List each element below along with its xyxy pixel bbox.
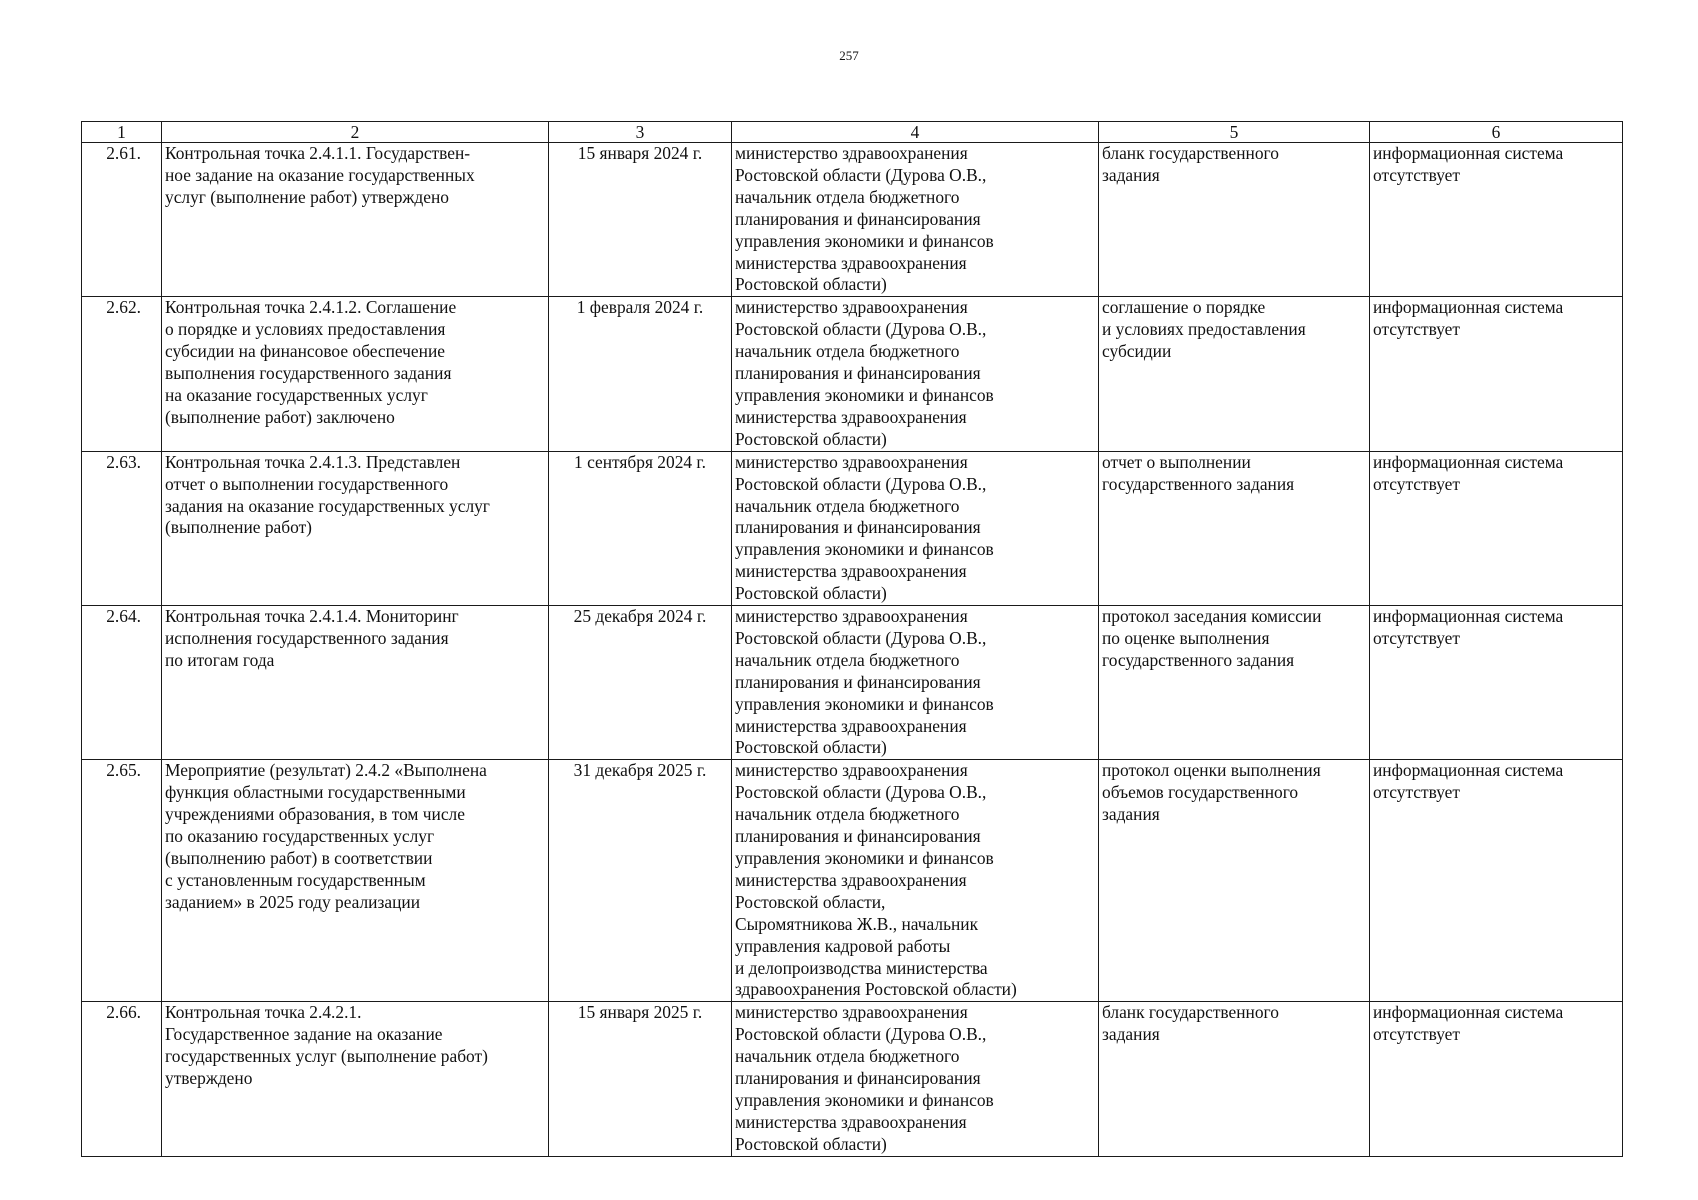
row-date: 25 декабря 2024 г. — [549, 606, 732, 760]
table-row — [82, 1002, 1623, 1156]
column-header-1: 1 — [82, 122, 162, 143]
row-date: 1 февраля 2024 г. — [549, 297, 732, 451]
table-header-row — [82, 122, 1623, 143]
column-header-2: 2 — [162, 122, 549, 143]
row-document: протокол заседания комиссии по оценке выполнения государственного задания — [1099, 606, 1370, 760]
row-name: Контрольная точка 2.4.2.1. Государственное задание на оказание государственных услуг (выполнение работ) утверждено — [162, 1002, 549, 1156]
control-points-table — [81, 121, 1623, 1157]
table-row — [82, 760, 1623, 1002]
row-name: Контрольная точка 2.4.1.1. Государствен- ное задание на оказание государственных услуг (выполнение работ) утверждено — [162, 143, 549, 297]
row-document: протокол оценки выполнения объемов государственного задания — [1099, 760, 1370, 1002]
row-date: 15 января 2025 г. — [549, 1002, 732, 1156]
row-responsible: министерство здравоохранения Ростовской области (Дурова О.В., начальник отдела бюджетного планирования и финансирования управления экономики и финансов министерства здравоохранения Ростовской области, Сыромятникова Ж.В., начальник управления кадровой работы и делопроизводства министерства здравоохранения Ростовской области) — [732, 760, 1099, 1002]
table-row — [82, 606, 1623, 760]
table-row — [82, 297, 1623, 451]
column-header-4: 4 — [732, 122, 1099, 143]
row-name: Контрольная точка 2.4.1.2. Соглашение о порядке и условиях предоставления субсидии на финансовое обеспечение выполнения государственного задания на оказание государственных услуг (выполнение работ) заключено — [162, 297, 549, 451]
row-date: 1 сентября 2024 г. — [549, 451, 732, 605]
row-date: 31 декабря 2025 г. — [549, 760, 732, 1002]
row-number: 2.64. — [82, 606, 162, 760]
row-name: Мероприятие (результат) 2.4.2 «Выполнена функция областными государственными учреждениями образования, в том числе по оказанию государственных услуг (выполнению работ) в соответствии с установленным государственным заданием» в 2025 году реализации — [162, 760, 549, 1002]
row-number: 2.66. — [82, 1002, 162, 1156]
row-number: 2.62. — [82, 297, 162, 451]
row-responsible: министерство здравоохранения Ростовской области (Дурова О.В., начальник отдела бюджетного планирования и финансирования управления экономики и финансов министерства здравоохранения Ростовской области) — [732, 297, 1099, 451]
row-name: Контрольная точка 2.4.1.4. Мониторинг исполнения государственного задания по итогам года — [162, 606, 549, 760]
row-number: 2.61. — [82, 143, 162, 297]
table-row — [82, 451, 1623, 605]
row-system: информационная система отсутствует — [1370, 297, 1623, 451]
row-system: информационная система отсутствует — [1370, 1002, 1623, 1156]
row-system: информационная система отсутствует — [1370, 143, 1623, 297]
column-header-5: 5 — [1099, 122, 1370, 143]
page-number: 257 — [839, 48, 859, 63]
row-document: бланк государственного задания — [1099, 1002, 1370, 1156]
row-system: информационная система отсутствует — [1370, 451, 1623, 605]
row-responsible: министерство здравоохранения Ростовской области (Дурова О.В., начальник отдела бюджетного планирования и финансирования управления экономики и финансов министерства здравоохранения Ростовской области) — [732, 143, 1099, 297]
row-document: бланк государственного задания — [1099, 143, 1370, 297]
row-responsible: министерство здравоохранения Ростовской области (Дурова О.В., начальник отдела бюджетного планирования и финансирования управления экономики и финансов министерства здравоохранения Ростовской области) — [732, 451, 1099, 605]
row-document: соглашение о порядке и условиях предоставления субсидии — [1099, 297, 1370, 451]
row-name: Контрольная точка 2.4.1.3. Представлен отчет о выполнении государственного задания на оказание государственных услуг (выполнение работ) — [162, 451, 549, 605]
column-header-3: 3 — [549, 122, 732, 143]
row-document: отчет о выполнении государственного задания — [1099, 451, 1370, 605]
row-system: информационная система отсутствует — [1370, 760, 1623, 1002]
table-row — [82, 143, 1623, 297]
row-responsible: министерство здравоохранения Ростовской области (Дурова О.В., начальник отдела бюджетного планирования и финансирования управления экономики и финансов министерства здравоохранения Ростовской области) — [732, 1002, 1099, 1156]
column-header-6: 6 — [1370, 122, 1623, 143]
row-number: 2.65. — [82, 760, 162, 1002]
row-responsible: министерство здравоохранения Ростовской области (Дурова О.В., начальник отдела бюджетного планирования и финансирования управления экономики и финансов министерства здравоохранения Ростовской области) — [732, 606, 1099, 760]
row-date: 15 января 2024 г. — [549, 143, 732, 297]
row-system: информационная система отсутствует — [1370, 606, 1623, 760]
row-number: 2.63. — [82, 451, 162, 605]
